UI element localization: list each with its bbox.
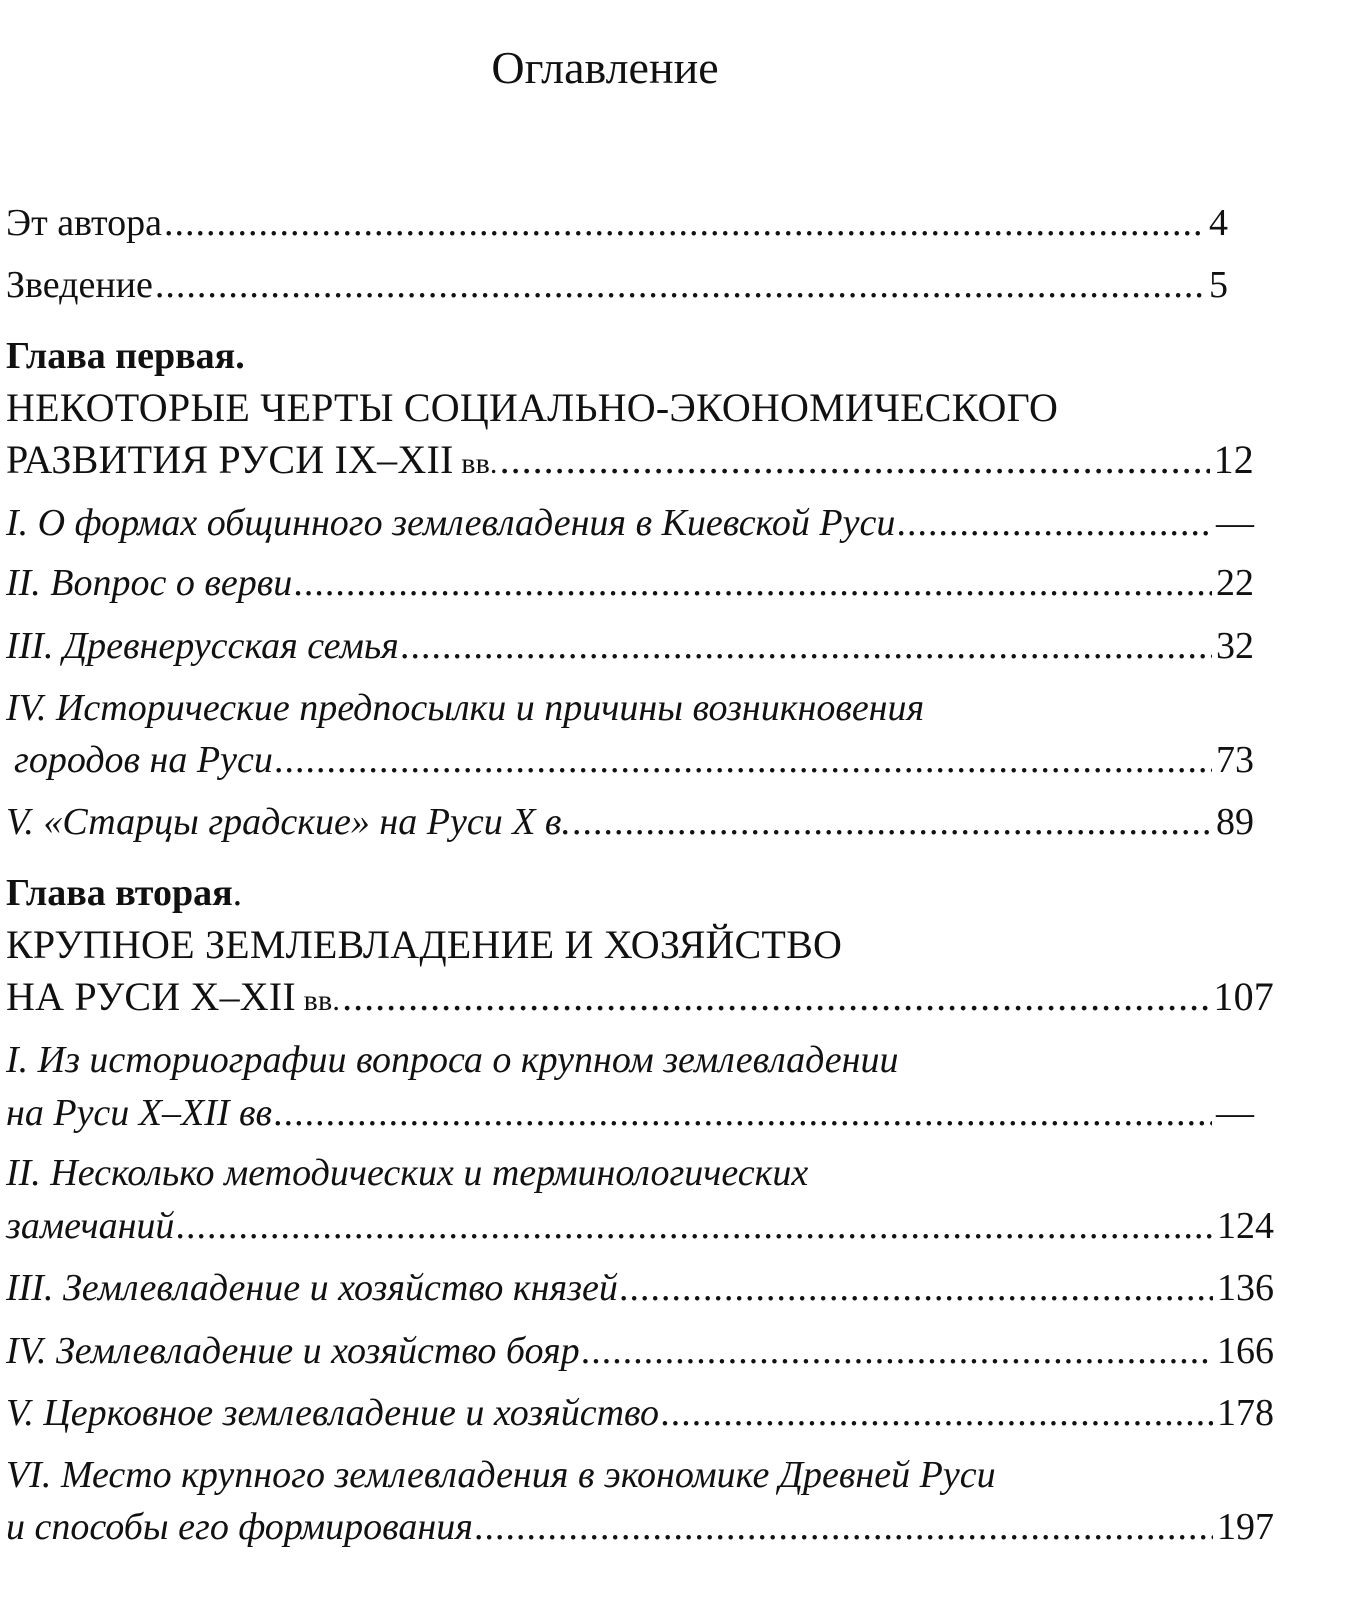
dot-leader xyxy=(176,1203,1213,1249)
dot-leader xyxy=(401,623,1212,669)
toc-entry-ch2-sec1-line-1: I. Из историографии вопроса о крупном землевладении xyxy=(6,1039,899,1081)
toc-page-number: 4 xyxy=(1209,202,1228,244)
toc-entry-label: V. Церковное землевладение и хозяйство xyxy=(6,1392,660,1434)
dot-leader xyxy=(620,1265,1213,1311)
toc-entry-label xyxy=(6,974,340,1024)
toc-entry-ch2-sec1[interactable] xyxy=(6,1090,1254,1136)
toc-page-number: 73 xyxy=(1216,739,1254,781)
toc-page-number: 22 xyxy=(1216,562,1254,604)
toc-entry-label: IV. Землевладение и хозяйство бояр xyxy=(6,1330,580,1372)
toc-entry-ch1-sec3[interactable] xyxy=(6,623,1254,669)
toc-entry-label: III. Древнерусская семья xyxy=(6,625,399,667)
dot-leader xyxy=(897,500,1212,546)
dot-leader xyxy=(500,437,1210,483)
toc-entry-label: I. О формах общинного землевладения в Киевской Руси xyxy=(6,502,896,544)
toc-page-number: 178 xyxy=(1217,1392,1274,1434)
dot-leader xyxy=(342,974,1209,1020)
chapter-2-heading-text: Глава вторая xyxy=(6,872,233,914)
toc-entry-ch1-sec4[interactable] xyxy=(6,737,1254,783)
toc-entry-ch2-sec2-line-1: II. Несколько методических и терминологических xyxy=(6,1152,809,1194)
toc-entry-ch2-sec6-line-1: VI. Место крупного землевладения в экономике Древней Руси xyxy=(6,1454,996,1496)
toc-entry-chapter-2[interactable] xyxy=(6,974,1274,1024)
toc-entry-chapter-1[interactable] xyxy=(6,437,1254,487)
dot-leader xyxy=(275,737,1212,783)
chapter-2-title-line-2: НА РУСИ X–XII xyxy=(6,974,296,1019)
toc-page-number: 107 xyxy=(1213,974,1274,1019)
chapter-2-heading xyxy=(6,870,242,916)
toc-entry-label: на Руси X–XII вв xyxy=(6,1092,273,1134)
dot-leader xyxy=(475,1504,1213,1550)
toc-entry-label: и способы его формирования xyxy=(6,1506,473,1548)
toc-entry-ch2-sec3[interactable] xyxy=(6,1265,1274,1311)
chapter-1-heading: Глава первая. xyxy=(6,335,245,377)
toc-page-number: — xyxy=(1216,502,1254,544)
toc-entry-ch2-sec2[interactable] xyxy=(6,1203,1274,1249)
toc-entry-label xyxy=(6,437,498,487)
toc-page-number: 32 xyxy=(1216,625,1254,667)
toc-page-number: 5 xyxy=(1209,264,1228,306)
dot-leader xyxy=(164,200,1205,246)
page-title: Оглавление xyxy=(491,42,719,93)
toc-page-number: 124 xyxy=(1217,1205,1274,1247)
toc-entry-ch1-sec1[interactable] xyxy=(6,500,1254,546)
toc-page-number: 166 xyxy=(1217,1330,1274,1372)
chapter-1-title-suffix: вв. xyxy=(453,447,498,480)
chapter-1-title-line-2: РАЗВИТИЯ РУСИ IX–XII xyxy=(6,437,454,482)
chapter-2-heading-dot: . xyxy=(232,872,243,914)
toc-page-number: 89 xyxy=(1216,801,1254,843)
dot-leader xyxy=(661,1390,1213,1436)
dot-leader xyxy=(573,799,1212,845)
toc-page-number: — xyxy=(1216,1092,1254,1134)
toc-entry-ch2-sec6[interactable] xyxy=(6,1504,1274,1550)
dot-leader xyxy=(274,1090,1212,1136)
toc-page-number: 12 xyxy=(1213,437,1254,482)
chapter-2-title-suffix: вв. xyxy=(295,984,341,1017)
toc-entry-ch1-sec5[interactable] xyxy=(6,799,1254,845)
toc-entry-ch1-sec2[interactable] xyxy=(6,560,1254,606)
dot-leader xyxy=(294,560,1212,606)
dot-leader xyxy=(582,1328,1213,1374)
toc-entry-label: III. Землевладение и хозяйство князей xyxy=(6,1267,618,1309)
toc-entry-ch2-sec4[interactable] xyxy=(6,1328,1274,1374)
toc-entry-introduction[interactable] xyxy=(6,262,1228,308)
toc-entry-label: V. «Старцы градские» на Руси X в. xyxy=(6,801,571,843)
toc-entry-label: Эт автора xyxy=(6,202,163,244)
dot-leader xyxy=(155,262,1205,308)
toc-entry-label: Зведение xyxy=(6,264,153,306)
toc-entry-from-author[interactable] xyxy=(6,200,1228,246)
toc-entry-label: городов на Руси xyxy=(14,739,273,781)
toc-page-number: 136 xyxy=(1217,1267,1274,1309)
chapter-2-title-line-1: КРУПНОЕ ЗЕМЛЕВЛАДЕНИЕ И ХОЗЯЙСТВО xyxy=(6,922,843,967)
toc-entry-label: II. Вопрос о верви xyxy=(6,562,293,604)
toc-entry-ch2-sec5[interactable] xyxy=(6,1390,1274,1436)
chapter-1-title-line-1: НЕКОТОРЫЕ ЧЕРТЫ СОЦИАЛЬНО-ЭКОНОМИЧЕСКОГО xyxy=(6,385,1059,430)
toc-entry-ch1-sec4-line-1: IV. Исторические предпосылки и причины возникновения xyxy=(6,687,925,729)
toc-entry-label: замечаний xyxy=(6,1205,175,1247)
toc-page-number: 197 xyxy=(1217,1506,1274,1548)
